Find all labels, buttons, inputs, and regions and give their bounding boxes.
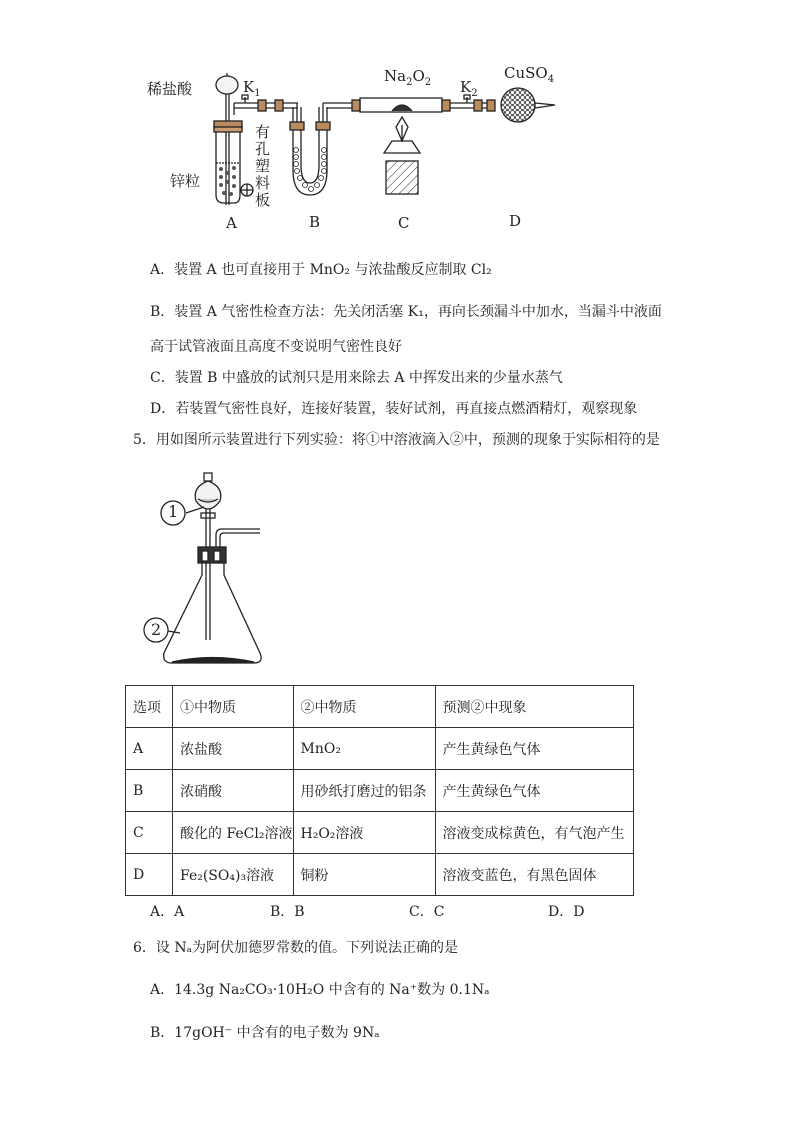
- table-cell: Fe₂(SO₄)₃溶液: [173, 854, 294, 896]
- na2o2-part: 2: [406, 77, 413, 88]
- plate-char: 塑: [255, 157, 271, 175]
- plate-char: 料: [255, 174, 271, 192]
- label-c: C: [398, 214, 410, 232]
- label-zinc: 锌粒: [170, 172, 201, 190]
- table-cell: 溶液变成棕黄色，有气泡产生: [435, 812, 633, 854]
- label-a: A: [226, 214, 237, 232]
- flask-label-1: 1: [168, 502, 179, 521]
- table-cell: MnO₂: [293, 728, 435, 770]
- q6-stem: 6．设 Nₐ为阿伏加德罗常数的值。下列说法正确的是: [133, 940, 459, 956]
- label-k2: [460, 78, 478, 99]
- table-cell: H₂O₂溶液: [293, 812, 435, 854]
- label-hcl: 稀盐酸: [147, 80, 193, 98]
- q5-answer-d: D．D: [548, 904, 585, 920]
- table-cell: 用砂纸打磨过的铝条: [293, 770, 435, 812]
- label-k2-sub: 2: [471, 88, 478, 99]
- label-na2o2: [384, 67, 431, 88]
- q6-option-a: A．14.3g Na₂CO₃·10H₂O 中含有的 Na⁺数为 0.1Nₐ: [150, 982, 490, 998]
- label-k1-text: K: [243, 78, 255, 96]
- table-cell: C: [126, 812, 173, 854]
- label-d: D: [509, 212, 522, 230]
- table-row: [126, 728, 634, 770]
- table-cell: 浓硝酸: [173, 770, 294, 812]
- table-row: [126, 770, 634, 812]
- flask-label-2: 2: [151, 620, 162, 639]
- plate-char: 孔: [255, 140, 271, 158]
- table-row: [126, 854, 634, 896]
- label-cuso4: [504, 64, 554, 85]
- table-row: [126, 812, 634, 854]
- cuso4-text: CuSO: [504, 64, 548, 82]
- q4-option-b-cont: 高于试管液面且高度不变说明气密性良好: [150, 339, 402, 355]
- cuso4-sub: 4: [547, 74, 555, 85]
- table-cell: A: [126, 728, 173, 770]
- q6-option-b: B．17gOH⁻ 中含有的电子数为 9Nₐ: [150, 1025, 380, 1041]
- plate-char: 板: [255, 191, 271, 209]
- q4-option-a: A．装置 A 也可直接用于 MnO₂ 与浓盐酸反应制取 Cl₂: [150, 262, 492, 278]
- table-header-cell: 预测②中现象: [435, 686, 633, 728]
- table-header-row: [126, 686, 634, 728]
- label-b: B: [309, 213, 321, 231]
- q5-stem: 5．用如图所示装置进行下列实验：将①中溶液滴入②中，预测的现象于实际相符的是: [133, 432, 660, 448]
- table-header-cell: ②中物质: [293, 686, 435, 728]
- table-cell: 产生黄绿色气体: [435, 770, 633, 812]
- table-header-cell: ①中物质: [173, 686, 294, 728]
- q5-answer-a: A．A: [150, 904, 185, 920]
- table-cell: B: [126, 770, 173, 812]
- q4-option-d: D．若装置气密性良好，连接好装置，装好试剂，再直接点燃酒精灯，观察现象: [150, 401, 638, 417]
- q4-option-b: B．装置 A 气密性检查方法：先关闭活塞 K₁，再向长颈漏斗中加水，当漏斗中液面: [150, 304, 662, 320]
- na2o2-part: O: [412, 67, 425, 85]
- table-cell: 铜粉: [293, 854, 435, 896]
- q5-option-table: [125, 685, 634, 896]
- label-k1: [243, 78, 261, 99]
- q4-option-c: C．装置 B 中盛放的试剂只是用来除去 A 中挥发出来的少量水蒸气: [150, 370, 563, 386]
- na2o2-part: Na: [384, 67, 407, 85]
- q5-answer-c: C．C: [409, 904, 445, 920]
- na2o2-part: 2: [424, 77, 432, 88]
- table-cell: 浓盐酸: [173, 728, 294, 770]
- label-plastic-plate: [255, 124, 271, 209]
- table-cell: 酸化的 FeCl₂溶液: [173, 812, 294, 854]
- table-header-cell: 选项: [126, 686, 173, 728]
- label-k2-text: K: [460, 78, 472, 96]
- table-cell: D: [126, 854, 173, 896]
- q5-answer-b: B．B: [270, 904, 305, 920]
- flask-figure: [140, 465, 280, 670]
- table-cell: 溶液变蓝色，有黑色固体: [435, 854, 633, 896]
- table-cell: 产生黄绿色气体: [435, 728, 633, 770]
- label-k1-sub: 1: [254, 88, 261, 99]
- plate-char: 有: [255, 123, 271, 141]
